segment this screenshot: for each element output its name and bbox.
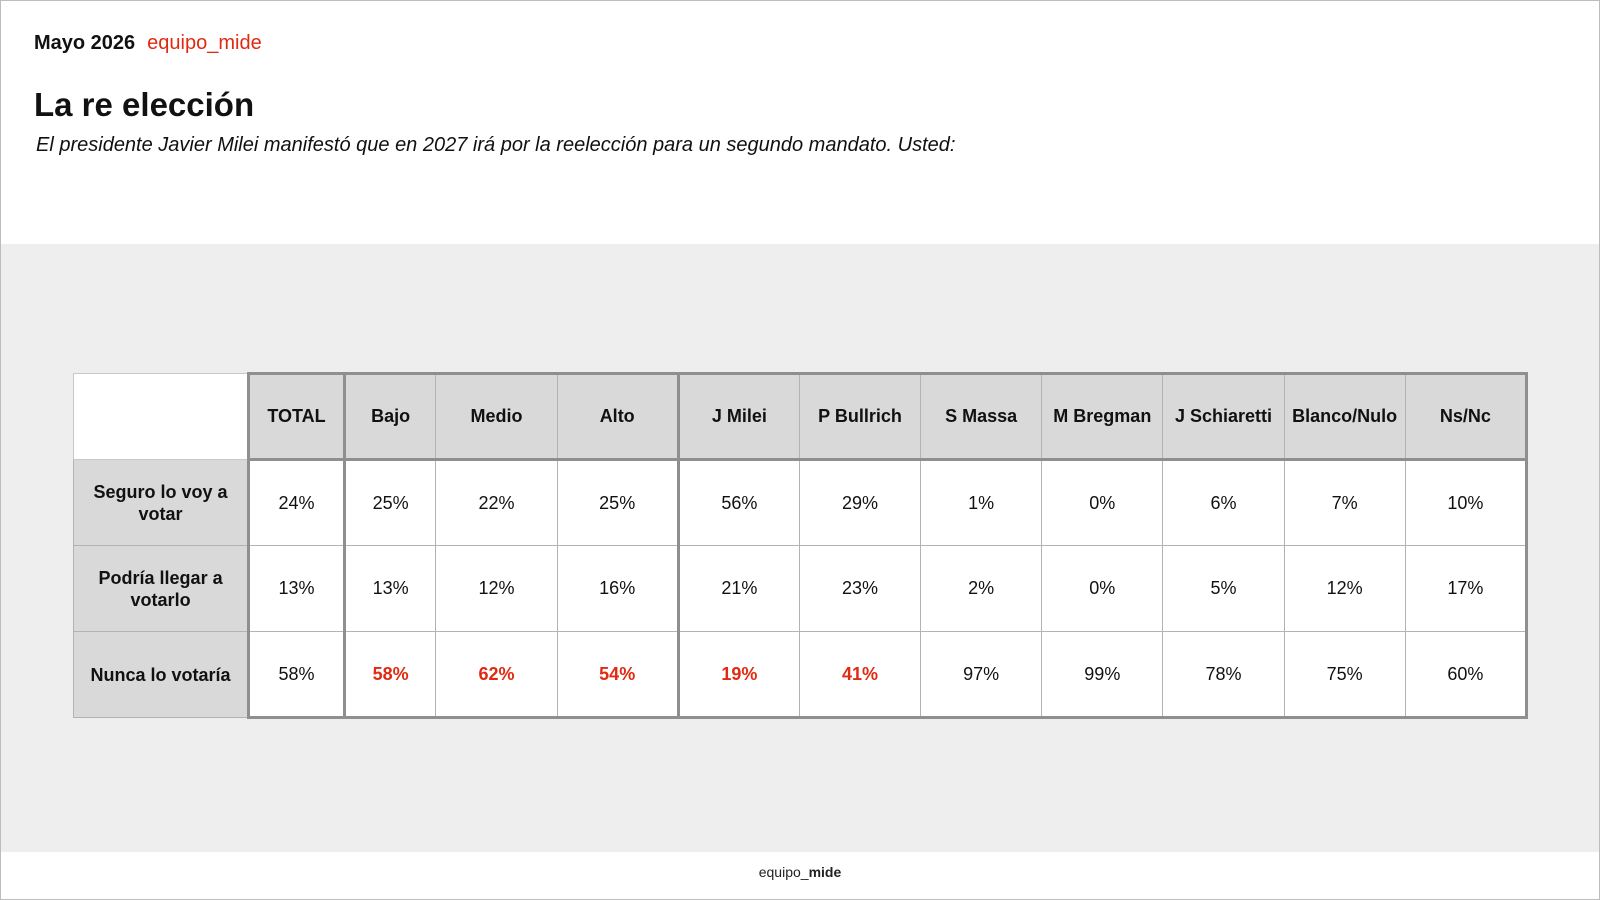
results-table xyxy=(73,372,1528,719)
brand-label: equipo_mide xyxy=(147,32,262,54)
row-label: Podría llegar a votarlo xyxy=(74,546,249,632)
table-cell: 7% xyxy=(1284,460,1405,546)
slide-subtitle: El presidente Javier Milei manifestó que en 2027 irá por la reelección para un segundo mandato. Usted: xyxy=(36,134,956,156)
column-header: Bajo xyxy=(344,374,436,460)
table-cell: 99% xyxy=(1042,632,1163,718)
table-row xyxy=(74,546,1527,632)
table-cell: 25% xyxy=(344,460,436,546)
table-corner-cell xyxy=(74,374,249,460)
column-header: Alto xyxy=(557,374,678,460)
column-header: Medio xyxy=(436,374,557,460)
table-cell-highlight: 19% xyxy=(678,632,799,718)
table-cell: 78% xyxy=(1163,632,1284,718)
footer-brand xyxy=(0,864,1600,880)
table-cell: 16% xyxy=(557,546,678,632)
table-cell: 21% xyxy=(678,546,799,632)
table-header-row xyxy=(74,374,1527,460)
table-cell: 56% xyxy=(678,460,799,546)
table-cell: 6% xyxy=(1163,460,1284,546)
column-header: Blanco/Nulo xyxy=(1284,374,1405,460)
column-header: J Milei xyxy=(678,374,799,460)
table-cell: 13% xyxy=(344,546,436,632)
column-header: P Bullrich xyxy=(799,374,920,460)
table-cell: 60% xyxy=(1405,632,1526,718)
table-cell-highlight: 58% xyxy=(344,632,436,718)
column-header: TOTAL xyxy=(249,374,345,460)
table-cell: 13% xyxy=(249,546,345,632)
column-header: J Schiaretti xyxy=(1163,374,1284,460)
table-cell: 2% xyxy=(921,546,1042,632)
column-header: M Bregman xyxy=(1042,374,1163,460)
table-cell: 5% xyxy=(1163,546,1284,632)
footer-brand-prefix: equipo_ xyxy=(758,864,809,880)
table-cell: 12% xyxy=(436,546,557,632)
slide-title: La re elección xyxy=(34,86,255,123)
column-header: Ns/Nc xyxy=(1405,374,1526,460)
table-row xyxy=(74,632,1527,718)
table-cell-highlight: 62% xyxy=(436,632,557,718)
table-cell: 25% xyxy=(557,460,678,546)
table-cell: 0% xyxy=(1042,546,1163,632)
table-cell-highlight: 54% xyxy=(557,632,678,718)
table-cell: 29% xyxy=(799,460,920,546)
table-cell: 58% xyxy=(249,632,345,718)
table-cell: 23% xyxy=(799,546,920,632)
footer-brand-suffix: mide xyxy=(808,864,842,880)
table-cell: 1% xyxy=(921,460,1042,546)
table-cell: 22% xyxy=(436,460,557,546)
table-row xyxy=(74,460,1527,546)
date-label: Mayo 2026 xyxy=(34,32,136,54)
row-label: Nunca lo votaría xyxy=(74,632,249,718)
slide-header xyxy=(34,32,262,55)
column-header: S Massa xyxy=(921,374,1042,460)
table-cell-highlight: 41% xyxy=(799,632,920,718)
table-cell: 0% xyxy=(1042,460,1163,546)
table-cell: 17% xyxy=(1405,546,1526,632)
table-cell: 75% xyxy=(1284,632,1405,718)
table-cell: 10% xyxy=(1405,460,1526,546)
row-label: Seguro lo voy a votar xyxy=(74,460,249,546)
table-cell: 24% xyxy=(249,460,345,546)
table-cell: 12% xyxy=(1284,546,1405,632)
table-cell: 97% xyxy=(921,632,1042,718)
